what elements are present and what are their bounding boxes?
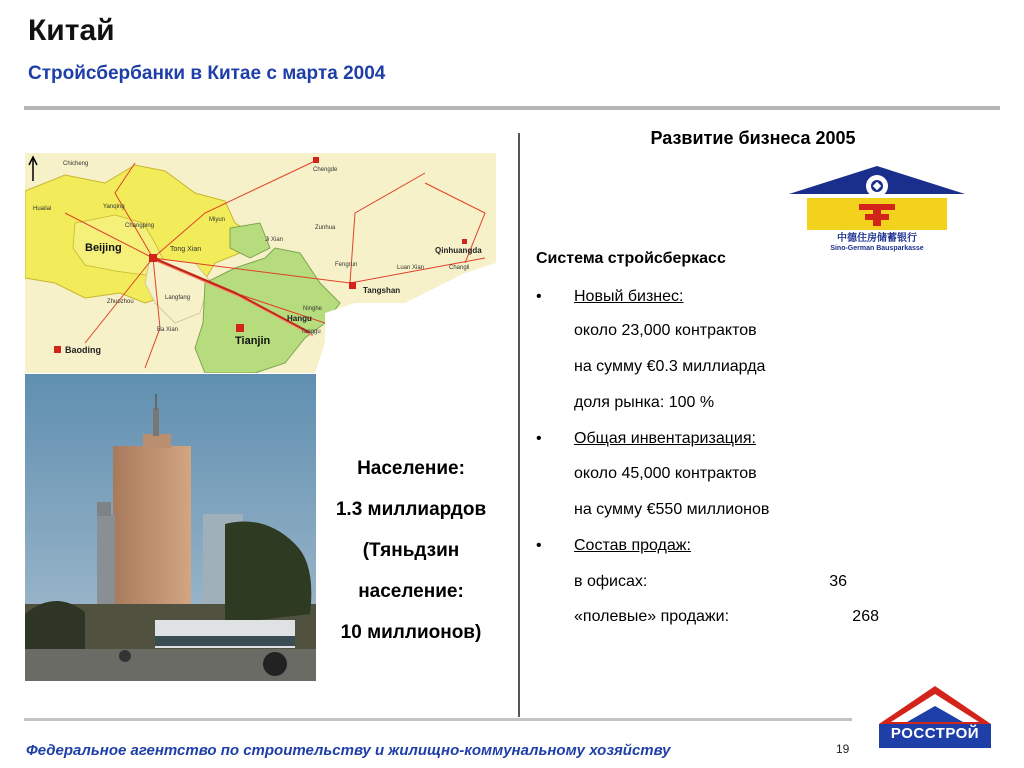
population-line-1: Население: — [357, 458, 465, 479]
map-label-luanxian: Luan Xian — [397, 265, 425, 271]
map-label-huailai: Huailai — [33, 206, 52, 212]
footer-divider — [24, 718, 852, 721]
column-divider — [518, 133, 520, 717]
map-label-tianjin: Tianjin — [235, 335, 271, 347]
page-number: 19 — [836, 742, 850, 756]
map-label-fengrun: Fengrun — [335, 262, 358, 268]
city-photo — [25, 374, 316, 681]
population-line-2: 1.3 миллиардов — [335, 499, 487, 520]
bank-logo — [789, 164, 965, 252]
map-label-changping: Changping — [125, 223, 155, 229]
map-label-yanqing: Yanqing — [103, 204, 125, 210]
page-title: Китай — [28, 14, 115, 47]
map-label-tangshan: Tangshan — [363, 286, 401, 295]
item-heading-inventory: Общая инвентаризация: — [574, 430, 756, 447]
map-label-chicheng: Chicheng — [63, 161, 89, 167]
map-label-baoding: Baoding — [65, 345, 101, 355]
sales-row-label: в офисах: — [574, 573, 648, 590]
map-label-langfang: Langfang — [165, 295, 191, 301]
bullet-icon: • — [536, 430, 542, 447]
map-label-jixian: Ji Xian — [265, 237, 284, 243]
item-line: на сумму €0.3 миллиарда — [574, 358, 766, 375]
map-label-tanggu: Tanggu — [301, 329, 321, 335]
item-heading-sales: Состав продаж: — [574, 537, 691, 554]
map-label-hangu: Hangu — [287, 314, 312, 323]
map-label-baxian: Ba Xian — [157, 327, 179, 333]
sales-row-label: «полевые» продажи: — [574, 608, 730, 625]
map-label-qinhuangda: Qinhuangda — [435, 246, 482, 255]
region-map — [25, 153, 496, 373]
population-block — [318, 448, 504, 653]
sales-row-value: 36 — [829, 573, 847, 590]
header-divider — [24, 106, 1000, 110]
bank-logo-latin: Sino-German Bausparkasse — [830, 245, 924, 252]
map-label-changli: Changli — [449, 265, 470, 271]
bullet-icon: • — [536, 537, 542, 554]
item-line: около 23,000 контрактов — [574, 322, 757, 339]
page-subtitle: Стройсбербанки в Китае с марта 2004 — [28, 63, 386, 84]
map-label-zunhua: Zunhua — [315, 225, 336, 231]
footer-agency-text: Федеральное агентство по строительству и жилищно-коммунальному хозяйству — [26, 742, 671, 759]
population-line-3: (Тяньдзин — [362, 540, 460, 561]
map-label-tongxian: Tong Xian — [170, 246, 202, 253]
map-label-miyun: Miyun — [209, 217, 226, 223]
system-title: Система стройсберкасс — [536, 250, 726, 267]
map-label-ninghe: Ninghe — [303, 306, 323, 312]
item-line: на сумму €550 миллионов — [574, 501, 770, 518]
map-label-chengde: Chengde — [313, 167, 338, 173]
bullet-icon: • — [536, 288, 542, 305]
population-line-5: 10 миллионов) — [340, 622, 482, 643]
item-heading-new-business: Новый бизнес: — [574, 288, 684, 305]
map-label-beijing: Beijing — [85, 242, 122, 254]
population-line-4: население: — [358, 581, 464, 602]
sales-row-value: 268 — [852, 608, 879, 625]
development-title: Развитие бизнеса 2005 — [650, 128, 856, 148]
bank-logo-chinese: 中德住房储蓄银行 — [837, 233, 917, 244]
map-label-zhuozhou: Zhuozhou — [107, 299, 134, 305]
item-line: доля рынка: 100 % — [574, 394, 715, 411]
item-line: около 45,000 контрактов — [574, 465, 757, 482]
rosstroy-logo-text: РОССТРОЙ — [890, 725, 980, 742]
